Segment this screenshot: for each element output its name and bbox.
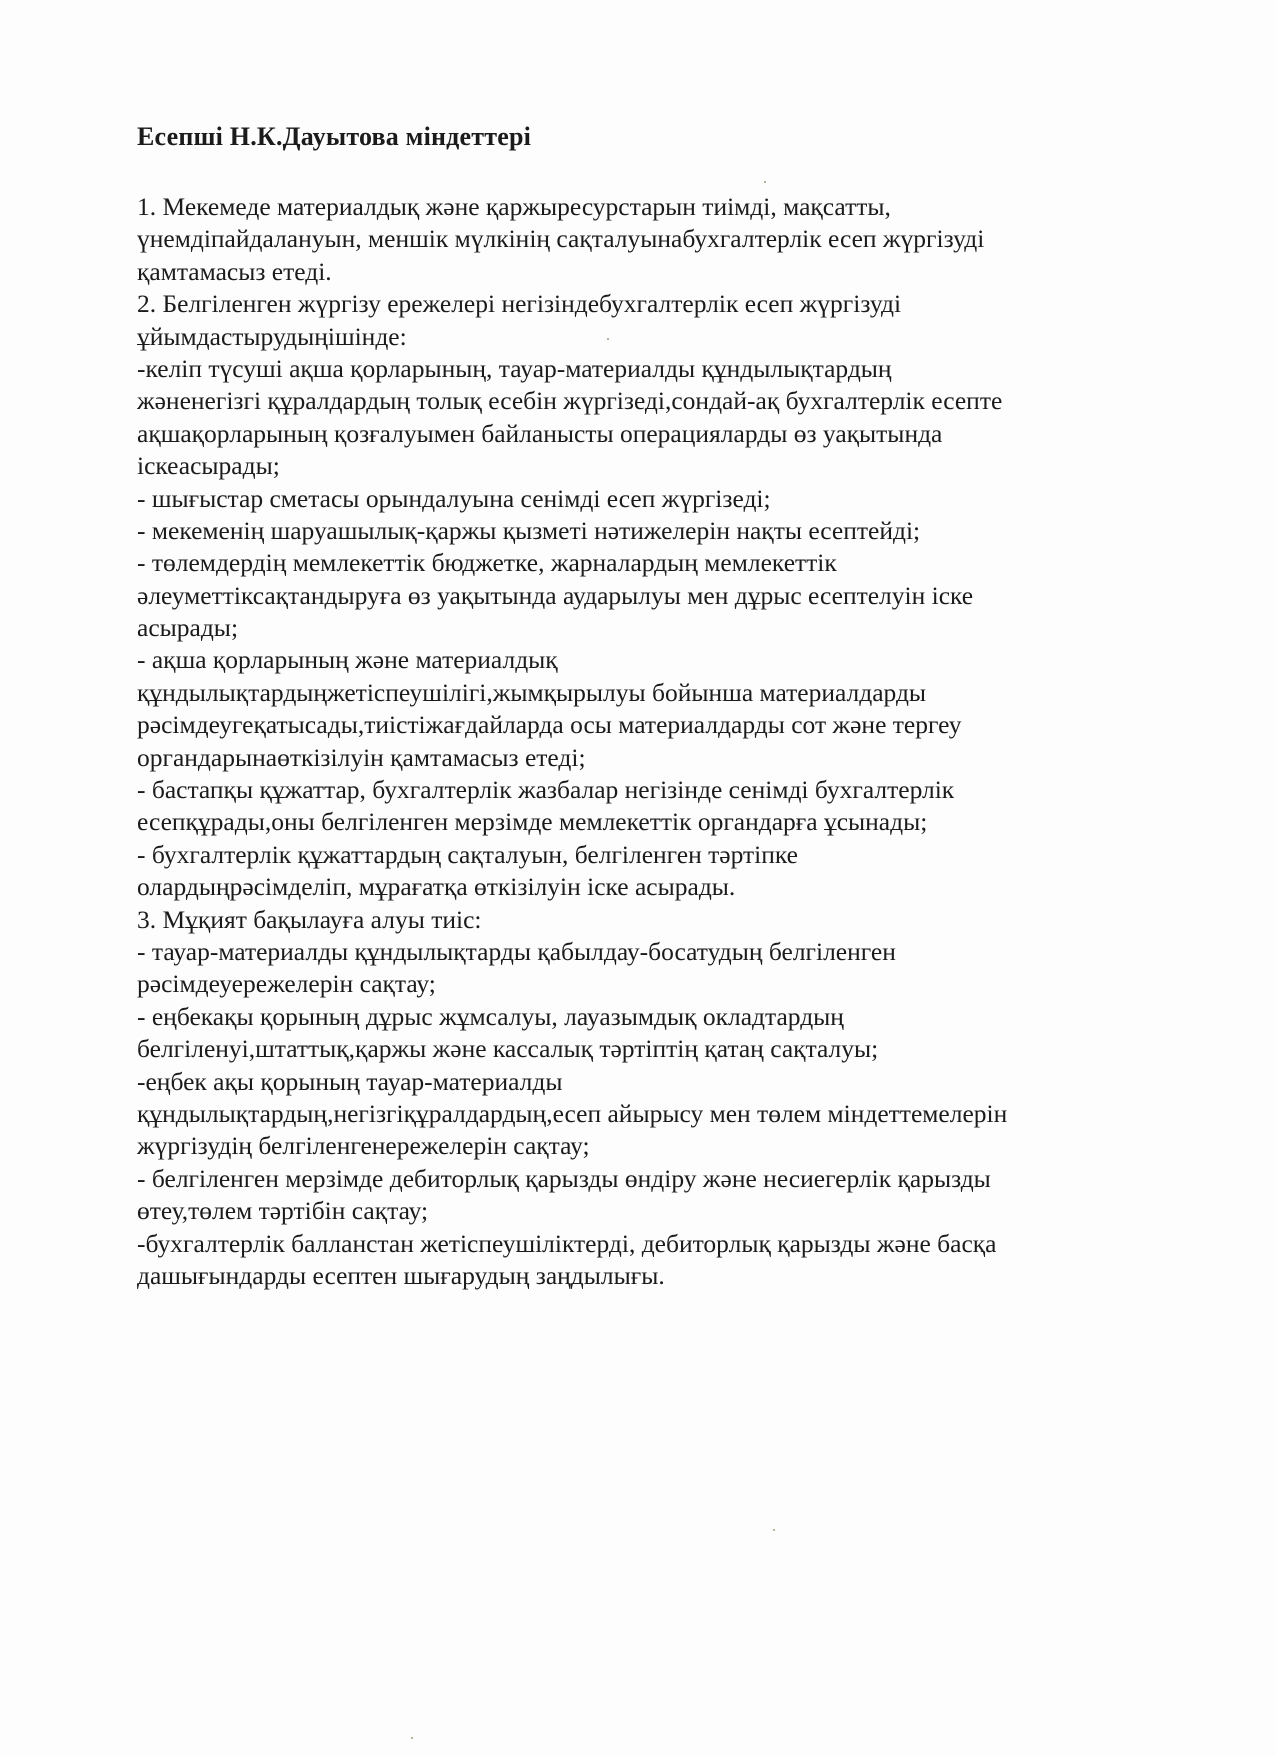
text-line: - тауар-материалды құндылықтарды қабылдау-босатудың белгіленген xyxy=(137,936,896,966)
text-line: 1. Мекемеде материалдық және қаржыресурстарын тиімді, мақсатты, xyxy=(137,192,891,221)
text-line: - еңбекақы қорының дұрыс жұмсалуы, лауазымдық окладтардың xyxy=(137,1001,844,1031)
text-line: құндылықтардыңжетіспеушілігі,жымқырылуы бойынша материалдарды xyxy=(137,677,927,707)
text-line: құндылықтардың,негізгіқұралдардың,есеп айырысу мен төлем міндеттемелерін xyxy=(137,1098,1008,1128)
text-line: өтеу,төлем тәртібін сақтау; xyxy=(137,1196,429,1226)
text-line: рәсімдеугеқатысады,тиістіжағдайларда осы материалдарды сот және тергеу xyxy=(137,710,962,740)
text-line: жүргізудің белгіленгенережелерін сақтау; xyxy=(137,1131,590,1161)
scan-speck xyxy=(773,1529,775,1531)
text-line: -бухгалтерлік балланстан жетіспеушіліктерді, дебиторлық қарызды және басқа xyxy=(137,1228,997,1258)
text-line: белгіленуі,штаттық,қаржы және кассалық тәртіптің қатаң сақталуы; xyxy=(137,1034,879,1064)
scan-speck xyxy=(764,181,766,183)
scan-speck xyxy=(411,1737,413,1739)
text-line: - мекеменің шаруашылық-қаржы қызметі нәтижелерін нақты есептейді; xyxy=(137,515,921,545)
text-line: - ақша қорларының және материалдық xyxy=(137,645,558,675)
page-title: Есепші Н.К.Дауытова міндеттері xyxy=(137,122,532,151)
text-line: жәненегізгі құралдардың толық есебін жүргізеді,сондай-ақ бухгалтерлік есепте xyxy=(137,386,1003,416)
text-line: рәсімдеуережелерін сақтау; xyxy=(137,969,436,999)
text-line: -келіп түсуші ақша қорларының, тауар-материалды құндылықтардың xyxy=(137,353,892,383)
text-line: дашығындарды есептен шығарудың заңдылығы. xyxy=(137,1260,665,1290)
text-line: - белгіленген мерзімде дебиторлық қарызды өндіру және несиегерлік қарызды xyxy=(137,1163,991,1193)
scan-speck xyxy=(607,338,609,340)
text-line: ақшақорларының қозғалуымен байланысты операцияларды өз уақытында xyxy=(137,418,943,448)
text-line: - бастапқы құжаттар, бухгалтерлік жазбалар негізінде сенімді бухгалтерлік xyxy=(137,775,955,805)
text-line: 3. Мұқият бақылауға алуы тиіс: xyxy=(137,904,482,934)
text-line: - бухгалтерлік құжаттардың сақталуын, белгіленген тәртіпке xyxy=(137,839,798,869)
text-line: іскеасырады; xyxy=(137,451,280,481)
text-line: олардыңрәсімделіп, мұрағатқа өткізілуін іске асырады. xyxy=(137,872,736,902)
text-line: ұйымдастырудыңішінде: xyxy=(137,321,407,351)
text-line: - төлемдердің мемлекеттік бюджетке, жарналардың мемлекеттік xyxy=(137,548,837,578)
text-line: 2. Белгіленген жүргізу ережелері негізіндебухгалтерлік есеп жүргізуді xyxy=(137,289,902,319)
text-line: -еңбек ақы қорының тауар-материалды xyxy=(137,1066,563,1096)
text-line: әлеуметтіксақтандыруға өз уақытында аударылуы мен дұрыс есептелуін іске xyxy=(137,580,974,610)
text-line: органдарынаөткізілуін қамтамасыз етеді; xyxy=(137,742,586,772)
text-line: есепқұрады,оны белгіленген мерзімде мемлекеттік органдарға ұсынады; xyxy=(137,807,928,837)
text-line: - шығыстар сметасы орындалуына сенімді есеп жүргізеді; xyxy=(137,483,771,513)
text-line: асырады; xyxy=(137,613,239,643)
document-body xyxy=(137,191,1157,1292)
text-line: үнемдіпайдалануын, меншік мүлкінің сақталуынабухгалтерлік есеп жүргізуді xyxy=(137,224,985,254)
text-line: қамтамасыз етеді. xyxy=(137,256,332,286)
